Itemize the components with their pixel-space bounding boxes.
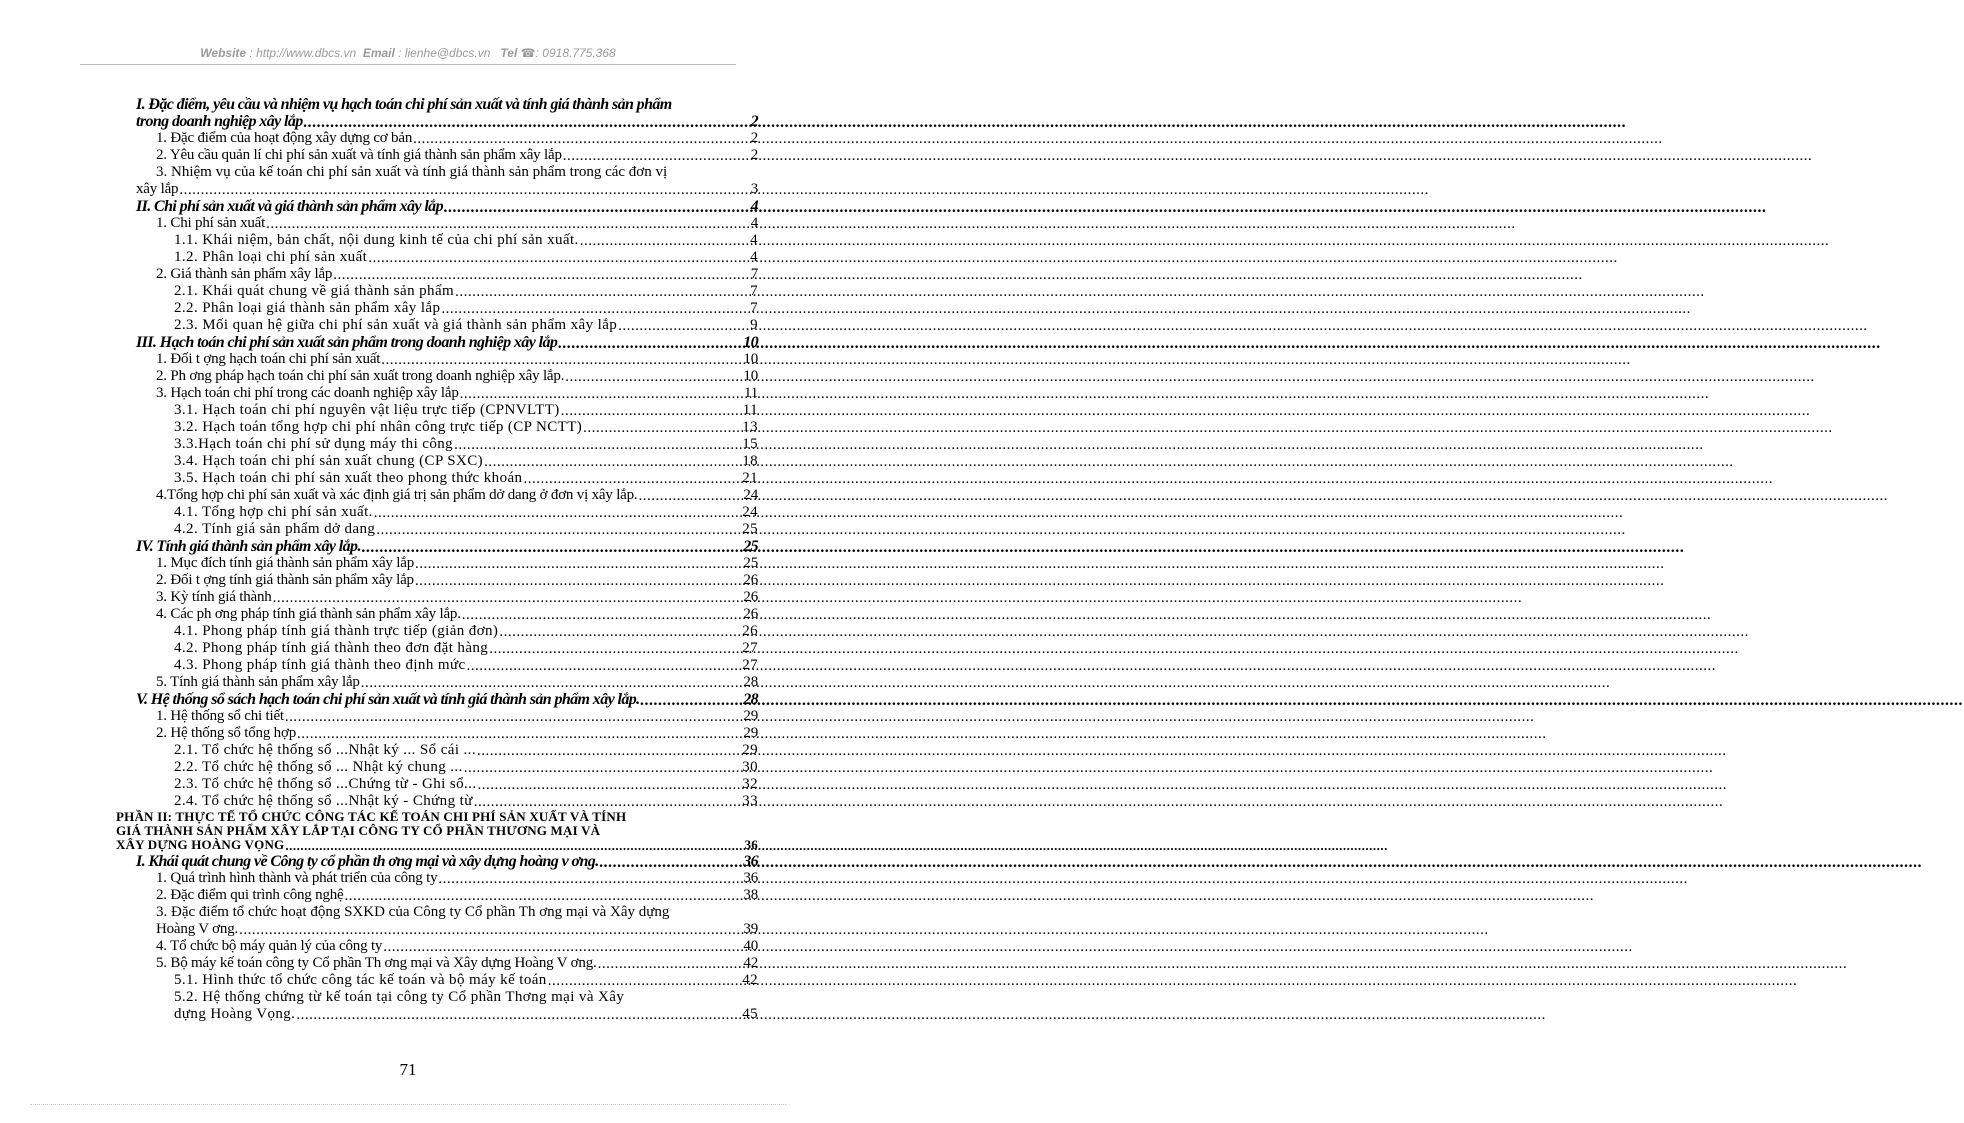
toc-entry xyxy=(136,589,758,606)
toc-entry-text: I. Khái quát chung về Công ty cổ phần th ơng mại và xây dựng hoàng v ơng. xyxy=(136,853,599,870)
toc-entry xyxy=(136,487,758,504)
toc-page-number: 33 xyxy=(742,793,758,809)
toc-page-number: 29 xyxy=(742,742,758,758)
toc-entry-text: dựng Hoàng Vọng. xyxy=(174,1006,296,1022)
toc-entry xyxy=(136,887,758,904)
toc-entry-text: 5.2. Hệ thống chứng từ kế toán tại công ty Cổ phần Thơng mại và Xây xyxy=(174,989,625,1005)
toc-page-number: 4 xyxy=(750,232,758,248)
toc-page-number: 28 xyxy=(743,691,758,708)
toc-entry-text: 3.4. Hạch toán chi phí sản xuất chung (CP SXC) xyxy=(174,453,484,469)
toc-entry-text: 1. Quá trình hình thành và phát triển của công ty xyxy=(156,870,438,886)
toc-entry-text: 4.3. Phong pháp tính giá thành theo định mức xyxy=(174,657,466,673)
toc-entry-text: 1. Mục đích tính giá thành sản phẩm xây lắp xyxy=(156,555,415,571)
toc-entry xyxy=(136,521,758,538)
toc-page-number: 4 xyxy=(750,215,758,231)
toc-entry-text: 4.1. Tổng hợp chi phí sản xuất. xyxy=(174,504,373,520)
toc-entry xyxy=(136,555,758,572)
toc-entry xyxy=(136,989,758,1023)
toc-entry-text: Hoàng V ơng. xyxy=(156,921,239,937)
toc-page-number: 26 xyxy=(743,572,758,588)
toc-page-number: 28 xyxy=(743,674,758,690)
toc-entry xyxy=(136,623,758,640)
toc-entry-text: 4.1. Phong pháp tính giá thành trực tiếp (giản đơn) xyxy=(174,623,499,639)
toc-entry-text: 3. Đặc điểm tổ chức hoạt động SXKD của Công ty Cổ phần Th ơng mại và Xây dựng xyxy=(156,904,670,920)
email-label: Email xyxy=(362,46,395,60)
toc-entry-text: 3.2. Hạch toán tổng hợp chi phí nhân công trực tiếp (CP NCTT) xyxy=(174,419,583,435)
toc-page-number: 29 xyxy=(743,708,758,724)
toc-page-number: 45 xyxy=(742,1006,758,1022)
toc-page-number: 7 xyxy=(750,300,758,316)
toc-page-number: 10 xyxy=(743,368,758,384)
page-number: 71 xyxy=(399,1060,417,1079)
toc-entry xyxy=(136,674,758,691)
toc-entry xyxy=(136,368,758,385)
toc-entry xyxy=(136,283,758,300)
toc-entry-text: 2. Đặc điểm qui trình công nghệ xyxy=(156,887,344,903)
toc-page-number: 32 xyxy=(742,776,758,792)
toc-page-number: 25 xyxy=(743,538,758,555)
toc-entry-text: 1. Đặc điểm của hoạt động xây dựng cơ bản xyxy=(156,130,413,146)
toc-page-number: 25 xyxy=(743,555,758,571)
toc-entry-text: 2. Ph ơng pháp hạch toán chi phí sản xuất trong doanh nghiệp xây lắp. xyxy=(156,368,565,384)
toc-page-number: 11 xyxy=(743,385,758,401)
toc-entry xyxy=(136,215,758,232)
toc-entry xyxy=(136,453,758,470)
toc-entry-text: I. Đặc điểm, yêu cầu và nhiệm vụ hạch toán chi phí sản xuất và tính giá thành sản phẩm xyxy=(136,96,672,113)
toc-entry-text: 2. Đối t ợng tính giá thành sản phẩm xây lắp xyxy=(156,572,414,588)
toc-entry xyxy=(136,198,758,215)
toc-entry-text: 3.3.Hạch toán chi phí sử dụng máy thi công xyxy=(174,436,454,452)
toc-page-number: 24 xyxy=(743,487,758,503)
toc-page-number: 4 xyxy=(750,198,758,215)
toc-entry xyxy=(136,470,758,487)
toc-entry-text: 4.2. Phong pháp tính giá thành theo đơn đặt hàng xyxy=(174,640,489,656)
toc-entry-text: 2.1. Khái quát chung về giá thành sản phẩm xyxy=(174,283,455,299)
toc-entry xyxy=(136,776,758,793)
toc-entry xyxy=(136,725,758,742)
toc-entry xyxy=(136,870,758,887)
toc-page-number: 7 xyxy=(750,283,758,299)
toc-page-number: 15 xyxy=(742,436,758,452)
toc-entry-text: 2.2. Phân loại giá thành sản phẩm xây lắp xyxy=(174,300,441,316)
footer-divider xyxy=(30,1104,786,1105)
toc-entry xyxy=(136,164,758,198)
toc-page-number: 40 xyxy=(743,938,758,954)
toc-page-number: 4 xyxy=(750,249,758,265)
toc-entry xyxy=(136,759,758,776)
toc-entry-text: 2. Yêu cầu quản lí chi phí sản xuất và tính giá thành sản phẩm xây lắp xyxy=(156,147,562,163)
toc-entry-text: 2.2. Tổ chức hệ thống sổ ... Nhật ký chung ... xyxy=(174,759,463,775)
toc-entry-text: II. Chi phí sản xuất và giá thành sản phẩm xây lắp xyxy=(136,198,443,215)
toc-entry xyxy=(136,504,758,521)
toc-page-number: 27 xyxy=(742,657,758,673)
toc-page-number: 36 xyxy=(743,870,758,886)
toc-entry-text: XÂY DỰNG HOÀNG VỌNG xyxy=(116,837,285,852)
toc-entry-text: 4.2. Tính giá sản phẩm dở dang xyxy=(174,521,376,537)
phone-icon: ☎ xyxy=(520,46,536,60)
toc-entry xyxy=(136,657,758,674)
toc-entry xyxy=(136,249,758,266)
tel-value: : 0918.775.368 xyxy=(535,46,616,60)
toc-entry-text: 1.2. Phân loại chi phí sản xuất xyxy=(174,249,368,265)
toc-entry xyxy=(136,436,758,453)
toc-page-number: 13 xyxy=(742,419,758,435)
toc-page-number: 26 xyxy=(743,606,758,622)
toc-entry xyxy=(136,402,758,419)
toc-page-number: 11 xyxy=(742,402,758,418)
toc-entry-text: trong doanh nghiệp xây lắp xyxy=(136,113,303,130)
toc-entry xyxy=(136,147,758,164)
toc-entry-text: 2. Giá thành sản phẩm xây lắp xyxy=(156,266,333,282)
toc-page-number: 42 xyxy=(742,972,758,988)
toc-entry xyxy=(136,130,758,147)
toc-entry-text: 3. Nhiệm vụ của kế toán chi phí sản xuất và tính giá thành sản phẩm trong các đơn vị xyxy=(156,164,668,180)
toc-page-number: 26 xyxy=(742,623,758,639)
toc-entry xyxy=(136,853,758,870)
toc-entry-text: IV. Tính giá thành sản phẩm xây lắp. xyxy=(136,538,361,555)
toc-entry xyxy=(136,606,758,623)
toc-entry-text: 1. Hệ thống sổ chi tiết xyxy=(156,708,284,724)
toc-page-number: 42 xyxy=(743,955,758,971)
website-value[interactable]: : http://www.dbcs.vn xyxy=(249,46,357,60)
toc-entry-text: 5. Bộ máy kế toán công ty Cổ phần Th ơng mại và Xây dựng Hoàng V ơng. xyxy=(156,955,597,971)
toc-entry xyxy=(136,538,758,555)
toc-page-number: 30 xyxy=(742,759,758,775)
toc-entry-text: 1. Chi phí sản xuất xyxy=(156,215,266,231)
email-value[interactable]: : lienhe@dbcs.vn xyxy=(398,46,491,60)
toc-entry-text: 1. Đối t ợng hạch toán chi phí sản xuất xyxy=(156,351,381,367)
toc-entry-text: 3. Hạch toán chi phí trong các doanh nghiệp xây lắp xyxy=(156,385,459,401)
toc-entry xyxy=(136,385,758,402)
toc-page-number: 36 xyxy=(743,853,758,870)
toc-entry-text: 1.1. Khái niệm, bản chất, nội dung kinh tế của chi phí sản xuất. xyxy=(174,232,579,248)
toc-page-number: 10 xyxy=(743,351,758,367)
toc-page-number: 7 xyxy=(750,266,758,282)
toc-entry xyxy=(136,232,758,249)
table-of-contents xyxy=(116,96,758,1023)
toc-entry-text: 5. Tính giá thành sản phẩm xây lắp xyxy=(156,674,360,690)
toc-entry xyxy=(136,317,758,334)
toc-entry xyxy=(136,96,758,130)
toc-entry-text: PHẦN II: THỰC TẾ TỔ CHỨC CÔNG TÁC KẾ TOÁN CHI PHÍ SẢN XUẤT VÀ TÍNH xyxy=(116,809,627,824)
toc-entry-text: 4. Các ph ơng pháp tính giá thành sản phẩm xây lắp. xyxy=(156,606,461,622)
toc-entry-text: 2. Hệ thống sổ tổng hợp xyxy=(156,725,296,741)
toc-entry-text: III. Hạch toán chi phí sản xuất sản phẩm trong doanh nghiệp xây lắp xyxy=(136,334,558,351)
toc-page-number: 9 xyxy=(750,317,758,333)
website-label: Website xyxy=(200,46,247,60)
toc-page-number: 21 xyxy=(742,470,758,486)
toc-entry xyxy=(136,904,758,938)
toc-entry-text: 3.1. Hạch toán chi phí nguyên vật liệu trực tiếp (CPNVLTT) xyxy=(174,402,560,418)
toc-page-number: 24 xyxy=(742,504,758,520)
toc-entry-text: 2.3. Tổ chức hệ thống sổ ...Chứng từ - Ghi sổ... xyxy=(174,776,477,792)
toc-entry-text: 3. Kỳ tính giá thành xyxy=(156,589,272,605)
page-header xyxy=(0,46,816,66)
toc-entry xyxy=(136,334,758,351)
toc-entry xyxy=(136,351,758,368)
toc-page-number: 29 xyxy=(743,725,758,741)
toc-entry xyxy=(136,793,758,810)
header-divider xyxy=(80,64,736,65)
toc-entry xyxy=(136,972,758,989)
toc-entry-text: 2.4. Tổ chức hệ thống sổ ...Nhật ký - Chứng từ xyxy=(174,793,473,809)
toc-entry-text: 4. Tổ chức bộ máy quản lý của công ty xyxy=(156,938,383,954)
toc-entry-text: xây lắp xyxy=(136,181,179,197)
toc-page-number: 27 xyxy=(742,640,758,656)
toc-page-number: 2 xyxy=(750,147,758,163)
toc-page-number: 2 xyxy=(750,130,758,146)
toc-entry-text: 4.Tổng hợp chi phí sản xuất và xác định giá trị sản phẩm dở dang ở đơn vị xây lắp. xyxy=(156,487,638,503)
toc-entry-text: 5.1. Hình thức tổ chức công tác kế toán và bộ máy kế toán xyxy=(174,972,547,988)
toc-entry xyxy=(136,266,758,283)
toc-entry xyxy=(136,708,758,725)
toc-page-number: 2 xyxy=(750,113,758,130)
toc-entry-text: 3.5. Hạch toán chi phí sản xuất theo phong thức khoán xyxy=(174,470,523,486)
toc-entry xyxy=(136,572,758,589)
toc-page-number: 26 xyxy=(743,589,758,605)
toc-entry xyxy=(136,300,758,317)
toc-entry xyxy=(136,691,758,708)
toc-page-number: 36 xyxy=(744,837,758,852)
toc-entry-text: 2.3. Mối quan hệ giữa chi phí sản xuất và giá thành sản phẩm xây lắp xyxy=(174,317,618,333)
toc-page-number: 10 xyxy=(743,334,758,351)
toc-page-number: 18 xyxy=(742,453,758,469)
toc-page-number: 39 xyxy=(743,921,758,937)
toc-page-number: 3 xyxy=(750,181,758,197)
toc-entry xyxy=(136,955,758,972)
toc-entry xyxy=(136,419,758,436)
toc-entry xyxy=(136,640,758,657)
toc-entry xyxy=(136,938,758,955)
toc-entry-text: 2.1. Tổ chức hệ thống sổ ...Nhật ký ... Sổ cái ... xyxy=(174,742,476,758)
toc-page-number: 38 xyxy=(743,887,758,903)
toc-entry xyxy=(136,742,758,759)
toc-page-number: 25 xyxy=(742,521,758,537)
tel-label: Tel xyxy=(500,46,518,60)
toc-entry-text: V. Hệ thống sổ sách hạch toán chi phí sản xuất và tính giá thành sản phẩm xây lắp. xyxy=(136,691,640,708)
toc-entry xyxy=(116,810,758,853)
toc-entry-text: GIÁ THÀNH SẢN PHẨM XÂY LẮP TẠI CÔNG TY CỔ PHẦN THƯƠNG MẠI VÀ xyxy=(116,823,601,838)
